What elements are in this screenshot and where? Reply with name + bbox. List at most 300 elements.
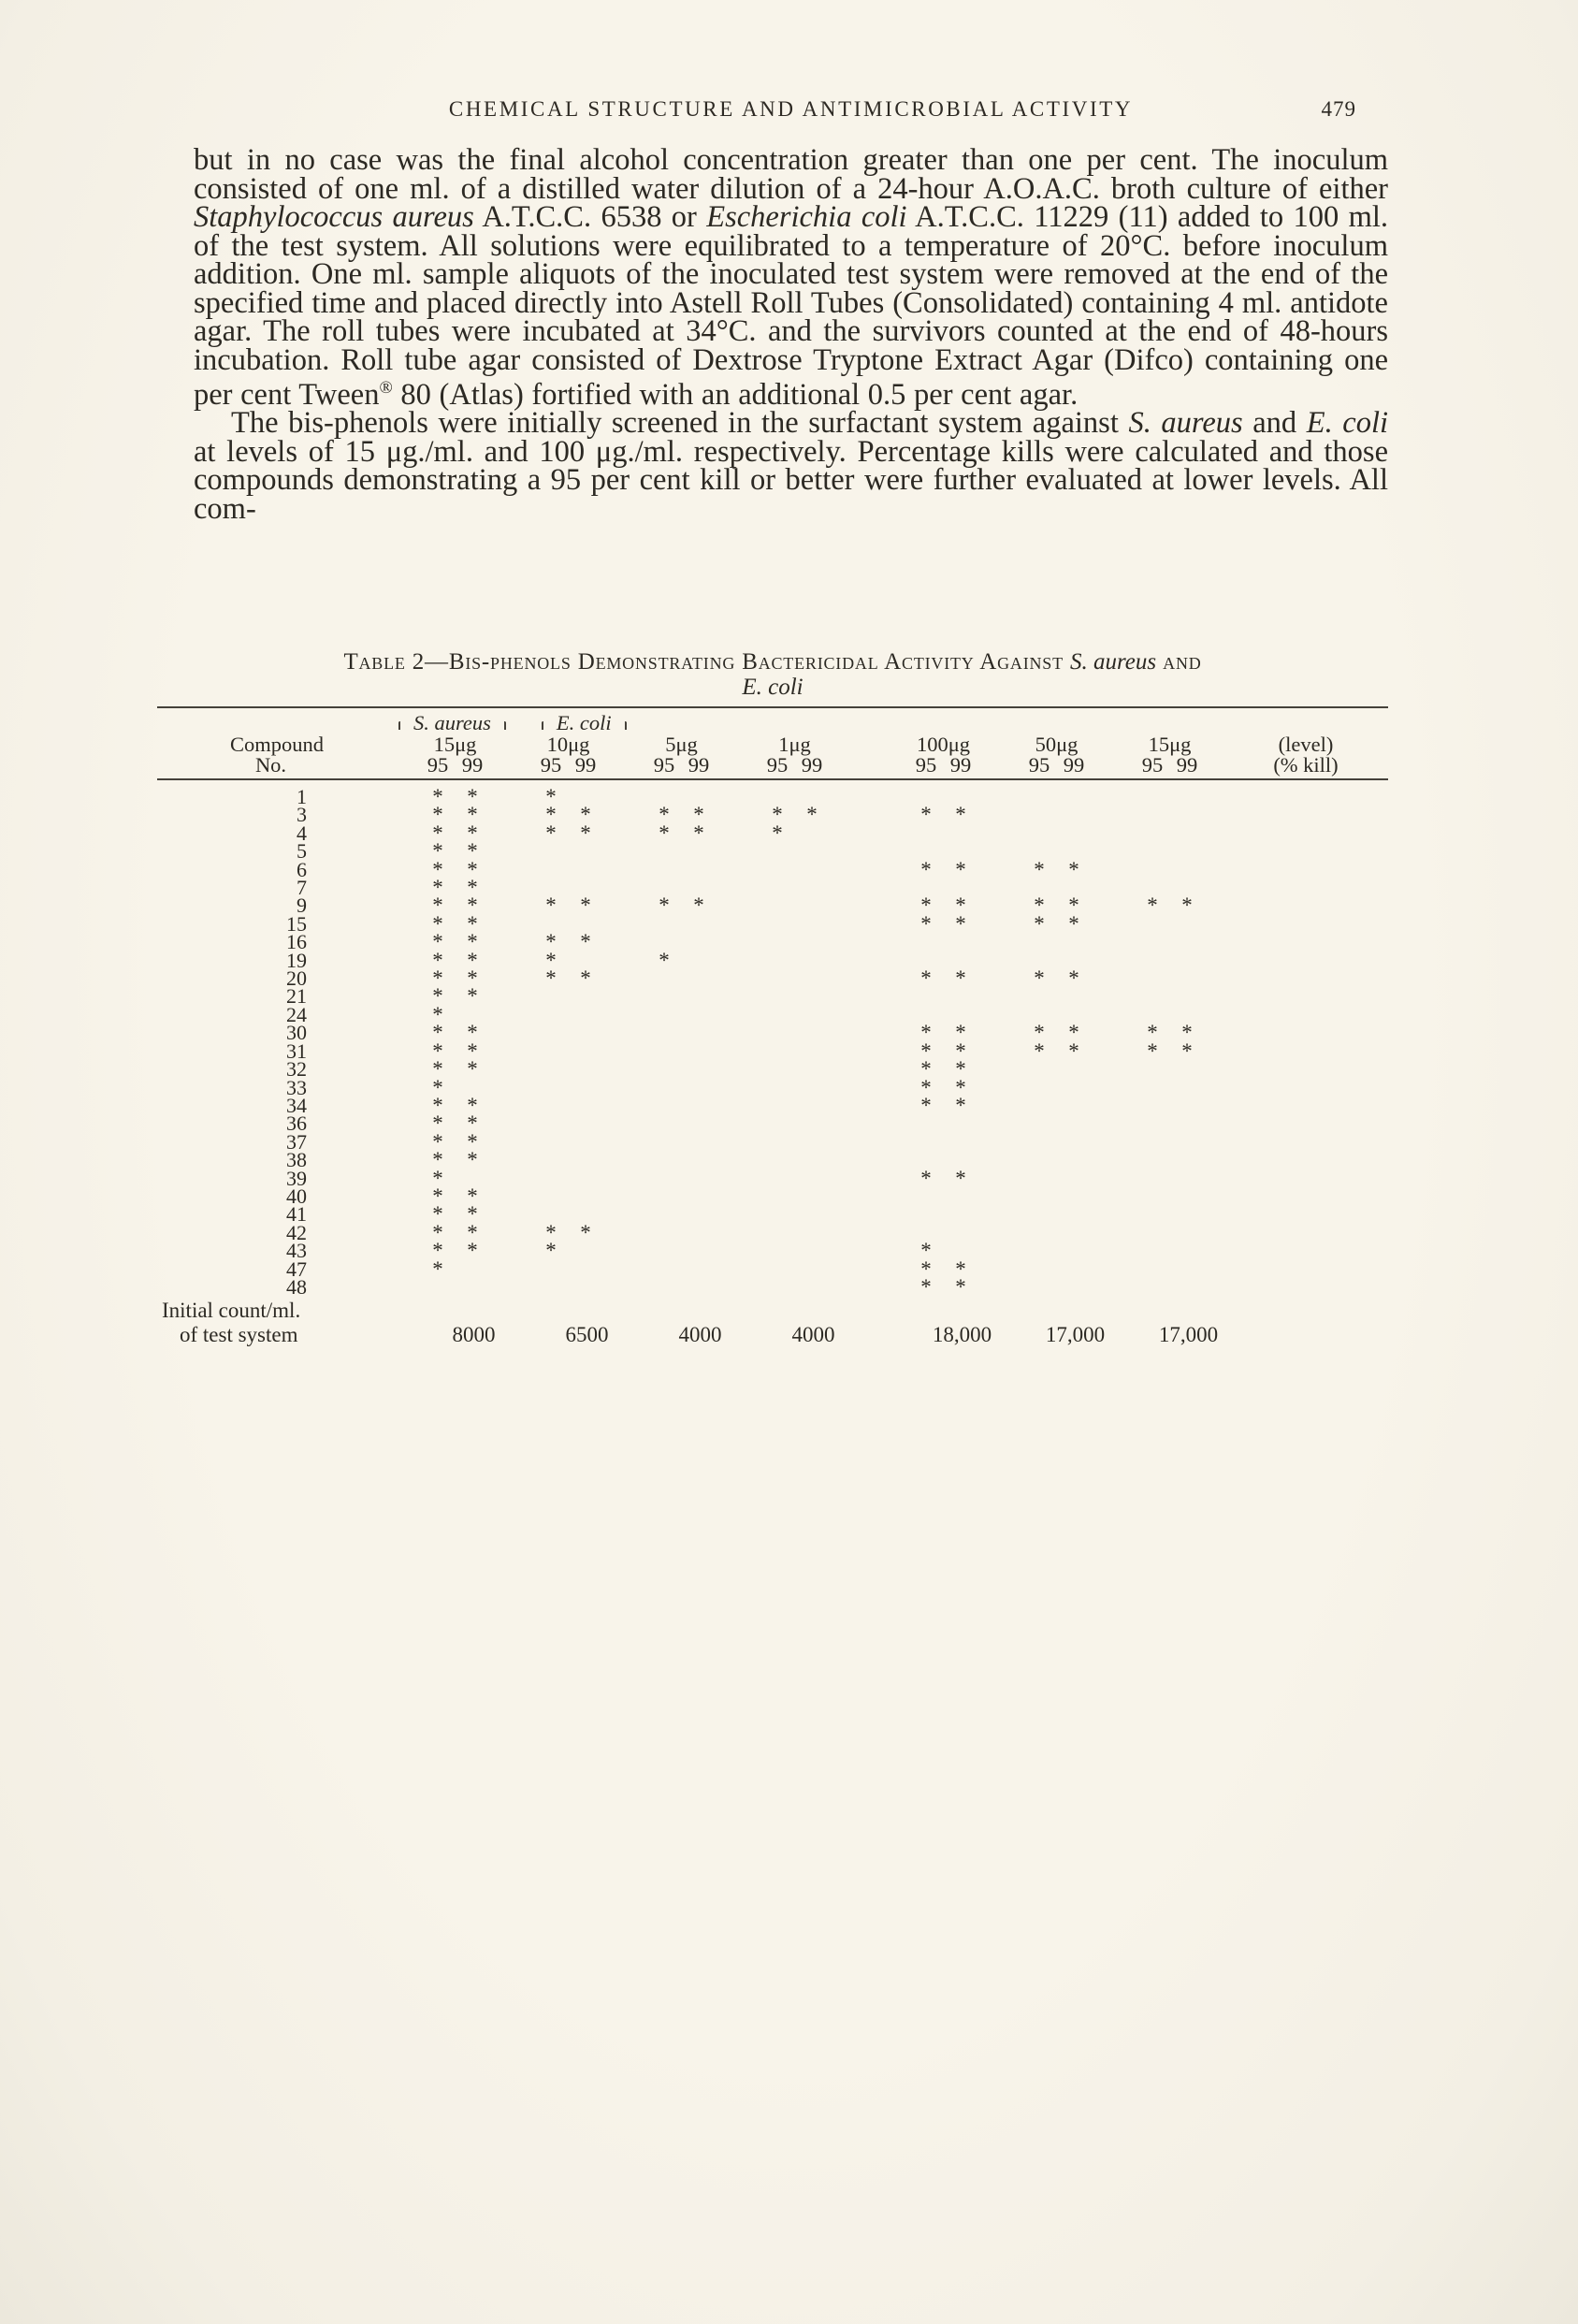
dose-marks: [738, 1006, 851, 1024]
sublevel-label: 95: [540, 753, 562, 777]
empty-mark: [569, 1079, 603, 1097]
empty-mark: [760, 969, 795, 987]
dose-marks: [738, 933, 851, 951]
dose-marks: [625, 893, 738, 918]
table-caption-line2: [157, 675, 1388, 700]
activity-mark: *: [432, 1057, 443, 1082]
group-s-aureus: [398, 1239, 851, 1263]
spanner-label: E. coli: [556, 711, 612, 734]
dose-marks: [1113, 806, 1226, 823]
dose-marks: [625, 1205, 738, 1223]
activity-mark: *: [1034, 893, 1045, 918]
dose-marks: [625, 1042, 738, 1060]
compound-number: 15: [286, 911, 307, 936]
activity-mark: *: [432, 1075, 443, 1099]
dose-marks: [625, 821, 738, 845]
dose-marks: [398, 1129, 512, 1154]
empty-mark: [1136, 1242, 1170, 1259]
empty-mark: [1057, 1278, 1092, 1296]
dose-marks: [512, 930, 625, 954]
activity-mark: *: [432, 1129, 443, 1154]
initial-count-value: 4000: [678, 1323, 722, 1347]
activity-mark: *: [1147, 1039, 1158, 1063]
dose-marks: [738, 1187, 851, 1205]
dose-marks: [398, 876, 512, 900]
dose-sublevels: [887, 755, 1000, 776]
compound-header-line2: No.: [254, 753, 287, 777]
empty-mark: [1136, 861, 1170, 879]
empty-mark: [1170, 1060, 1205, 1078]
dose-marks: [625, 1114, 738, 1132]
dose-marks: [512, 948, 625, 972]
empty-mark: [682, 1151, 717, 1169]
empty-mark: [795, 1133, 830, 1151]
activity-mark: *: [432, 893, 443, 918]
dose-marks: [512, 1239, 625, 1263]
dose-marks: [512, 842, 625, 860]
dose-marks: [512, 1079, 625, 1097]
dose-marks: [738, 1042, 851, 1060]
activity-mark: *: [467, 893, 478, 918]
empty-mark: [647, 1079, 682, 1097]
table-header-doses: [157, 734, 1388, 755]
empty-mark: [760, 1224, 795, 1242]
page-number: 479: [1321, 97, 1356, 121]
table-row-compound-5: [157, 839, 1388, 864]
empty-mark: [647, 1151, 682, 1169]
activity-mark: *: [432, 803, 443, 827]
dose-marks: [398, 893, 512, 918]
activity-mark: *: [432, 876, 443, 900]
sublevel-label: 99: [461, 753, 484, 777]
empty-mark: [534, 1114, 569, 1132]
table-row-compound-32: [157, 1057, 1388, 1082]
empty-mark: [1170, 1169, 1205, 1187]
activity-mark: *: [467, 1039, 478, 1063]
empty-mark: [682, 1187, 717, 1205]
compound-number: 43: [286, 1239, 307, 1263]
paragraph-text: The bis-phenols were initially screened in the surfactant system against: [231, 406, 1129, 441]
sublevel-label: 99: [688, 753, 710, 777]
activity-mark: *: [1068, 1021, 1079, 1045]
empty-mark: [569, 1114, 603, 1132]
empty-mark: [1022, 1097, 1057, 1114]
empty-mark: [534, 842, 569, 860]
dose-marks: [625, 788, 738, 806]
empty-mark: [682, 1079, 717, 1097]
table-row-compound-41: [157, 1202, 1388, 1227]
empty-mark: [1057, 1260, 1092, 1278]
group-e-coli: [887, 1039, 1226, 1063]
dose-marks: [512, 1187, 625, 1205]
dose-marks: [738, 1260, 851, 1278]
dose-header: 15μg: [1148, 733, 1192, 756]
paragraph-2: [194, 406, 1388, 526]
dose-marks: [738, 896, 851, 914]
empty-mark: [647, 987, 682, 1005]
initial-count-value: 6500: [565, 1323, 609, 1347]
sublevel-label: 95: [653, 753, 675, 777]
activity-mark: *: [920, 893, 932, 918]
dose-marks: [398, 1093, 512, 1117]
group-e-coli: [887, 734, 1226, 755]
activity-mark: *: [920, 1093, 932, 1117]
empty-mark: [795, 1060, 830, 1078]
dose-marks: [398, 1220, 512, 1244]
activity-mark: *: [1068, 893, 1079, 918]
compound-number: 34: [286, 1093, 307, 1117]
compound-number: 3: [297, 803, 307, 827]
dose-sublevels: [1113, 755, 1226, 776]
empty-mark: [795, 1242, 830, 1259]
activity-mark: *: [432, 1039, 443, 1063]
table-footer-row-2: [157, 1323, 1388, 1347]
empty-mark: [760, 1024, 795, 1041]
caption-text: and: [1156, 649, 1202, 675]
empty-mark: [569, 1242, 603, 1259]
empty-mark: [569, 1169, 603, 1187]
dose-marks: [512, 1169, 625, 1187]
empty-mark: [795, 1024, 830, 1041]
group-e-coli: [887, 1274, 1226, 1299]
initial-count-value: 4000: [791, 1323, 835, 1347]
empty-mark: [1057, 1242, 1092, 1259]
activity-mark: *: [432, 857, 443, 881]
compound-number: 16: [286, 930, 307, 954]
activity-mark: *: [432, 966, 443, 991]
table-spanner-row: [157, 712, 1388, 734]
compound-number: 24: [286, 1002, 307, 1026]
activity-mark: *: [467, 803, 478, 827]
empty-mark: [1022, 806, 1057, 823]
empty-mark: [1057, 1060, 1092, 1078]
activity-mark: *: [693, 821, 704, 845]
activity-mark: *: [920, 1057, 932, 1082]
empty-mark: [1170, 1242, 1205, 1259]
empty-mark: [682, 1042, 717, 1060]
activity-mark: *: [432, 948, 443, 972]
activity-mark: *: [467, 821, 478, 845]
dose-marks: [1113, 969, 1226, 987]
sublevel-label: 95: [427, 753, 449, 777]
table-row-compound-20: [157, 966, 1388, 991]
dose-marks: [738, 879, 851, 896]
dose-marks: [738, 788, 851, 806]
activity-mark: *: [1068, 1039, 1079, 1063]
dose-marks: [887, 1021, 1000, 1045]
dose-marks: [887, 1166, 1000, 1190]
dose-marks: [1113, 1260, 1226, 1278]
table-row-compound-33: [157, 1075, 1388, 1099]
empty-mark: [682, 915, 717, 933]
dose-marks: [512, 893, 625, 918]
dose-marks: [398, 1202, 512, 1227]
dose-marks: [738, 1133, 851, 1151]
running-head-title: CHEMICAL STRUCTURE AND ANTIMICROBIAL ACTIVITY: [448, 97, 1134, 121]
empty-mark: [682, 1242, 717, 1259]
empty-mark: [569, 861, 603, 879]
dose-marks: [398, 930, 512, 954]
table-2-block: [157, 642, 1388, 1347]
table-row-compound-34: [157, 1093, 1388, 1117]
dose-marks: [398, 1148, 512, 1172]
dose-marks: [398, 1057, 512, 1082]
compound-number: 47: [286, 1256, 307, 1281]
activity-mark: *: [955, 803, 966, 827]
activity-mark: *: [580, 930, 591, 954]
activity-mark: *: [545, 966, 557, 991]
dose-marks: [512, 1114, 625, 1132]
table-row-compound-21: [157, 984, 1388, 1009]
dose-marks: [738, 861, 851, 879]
activity-mark: *: [545, 821, 557, 845]
spanner-s-aureus: [398, 712, 506, 734]
dose-sublevels: [625, 755, 738, 776]
empty-mark: [682, 1133, 717, 1151]
dose-marks: [738, 1097, 851, 1114]
activity-mark: *: [467, 857, 478, 881]
empty-mark: [760, 1205, 795, 1223]
dose-marks: [1000, 1021, 1113, 1045]
dose-marks: [512, 1006, 625, 1024]
activity-mark: *: [955, 1039, 966, 1063]
empty-mark: [647, 842, 682, 860]
compound-number: 48: [286, 1274, 307, 1299]
body-text: [194, 143, 1389, 526]
activity-mark: *: [432, 1239, 443, 1263]
dose-sublevels: [1000, 755, 1113, 776]
dose-marks: [512, 966, 625, 991]
dose-marks: [512, 1133, 625, 1151]
dose-marks: [1000, 1242, 1113, 1259]
empty-mark: [534, 1151, 569, 1169]
initial-count-value: 18,000: [932, 1323, 992, 1347]
empty-mark: [1170, 806, 1205, 823]
dose-sublevels: [398, 755, 512, 776]
empty-mark: [647, 1024, 682, 1041]
activity-mark: *: [920, 1075, 932, 1099]
activity-mark: *: [955, 1166, 966, 1190]
empty-mark: [795, 987, 830, 1005]
empty-mark: [795, 915, 830, 933]
group-s-aureus: [398, 984, 851, 1009]
spanner-line-right: [504, 721, 506, 730]
compound-number: 42: [286, 1220, 307, 1244]
dose-marks: [738, 803, 851, 827]
dose-marks: [512, 1060, 625, 1078]
empty-mark: [1136, 915, 1170, 933]
dose-marks: [1000, 911, 1113, 936]
table-row-compound-24: [157, 1002, 1388, 1026]
activity-mark: *: [920, 1021, 932, 1045]
empty-mark: [534, 1060, 569, 1078]
compound-number: 20: [286, 966, 307, 991]
group-e-coli: [887, 1256, 1226, 1281]
empty-mark: [760, 987, 795, 1005]
activity-mark: *: [955, 911, 966, 936]
activity-mark: *: [467, 876, 478, 900]
spanner-e-coli: [542, 712, 627, 734]
dose-marks: [625, 915, 738, 933]
empty-mark: [682, 861, 717, 879]
empty-mark: [647, 1224, 682, 1242]
sublevel-label: 95: [1141, 753, 1164, 777]
dose-marks: [512, 1260, 625, 1278]
activity-mark: *: [955, 1057, 966, 1082]
dose-sublevels: [738, 755, 851, 776]
empty-mark: [647, 1097, 682, 1114]
table-caption-line1: [157, 649, 1388, 675]
empty-mark: [1057, 1169, 1092, 1187]
activity-mark: *: [467, 1021, 478, 1045]
dose-marks: [625, 1079, 738, 1097]
dose-marks: [625, 987, 738, 1005]
dose-marks: [1113, 915, 1226, 933]
activity-mark: *: [467, 1239, 478, 1263]
table-row-compound-36: [157, 1111, 1388, 1136]
compound-number: 40: [286, 1184, 307, 1208]
compound-number: 30: [286, 1021, 307, 1045]
empty-mark: [647, 1060, 682, 1078]
empty-mark: [760, 1242, 795, 1259]
dose-marks: [1113, 1278, 1226, 1296]
dose-marks: [738, 1114, 851, 1132]
sublevel-label: 99: [949, 753, 972, 777]
dose-marks: [1000, 1278, 1113, 1296]
activity-mark: *: [772, 803, 783, 827]
dose-marks: [1000, 893, 1113, 918]
activity-mark: *: [545, 930, 557, 954]
dose-marks: [398, 821, 512, 845]
table-row-compound-39: [157, 1166, 1388, 1190]
dose-marks: [625, 1169, 738, 1187]
empty-mark: [569, 1097, 603, 1114]
empty-mark: [1170, 915, 1205, 933]
empty-mark: [1022, 1260, 1057, 1278]
group-e-coli: [887, 1239, 1226, 1263]
activity-mark: *: [432, 1093, 443, 1117]
dose-marks: [738, 915, 851, 933]
activity-mark: *: [920, 966, 932, 991]
dose-marks: [512, 785, 625, 808]
activity-mark: *: [772, 821, 783, 845]
empty-mark: [1136, 1278, 1170, 1296]
activity-mark: *: [432, 1220, 443, 1244]
table-row-compound-16: [157, 930, 1388, 954]
empty-mark: [647, 1169, 682, 1187]
empty-mark: [795, 861, 830, 879]
activity-mark: *: [545, 1220, 557, 1244]
dose-marks: [625, 1242, 738, 1259]
dose-marks: [1000, 1060, 1113, 1078]
dose-marks: [738, 1079, 851, 1097]
empty-mark: [682, 1260, 717, 1278]
dose-marks: [398, 785, 512, 808]
compound-number: 37: [286, 1129, 307, 1154]
empty-mark: [534, 987, 569, 1005]
activity-mark: *: [432, 911, 443, 936]
empty-mark: [682, 1060, 717, 1078]
dose-marks: [1113, 1097, 1226, 1114]
group-e-coli: [887, 1057, 1226, 1082]
activity-mark: *: [1181, 1039, 1193, 1063]
empty-mark: [647, 1114, 682, 1132]
activity-mark: *: [955, 1093, 966, 1117]
empty-mark: [795, 1079, 830, 1097]
activity-mark: *: [693, 893, 704, 918]
paragraph-species-name: Staphylococcus aureus: [194, 200, 474, 234]
activity-mark: *: [920, 1039, 932, 1063]
dose-header: 1μg: [778, 733, 811, 756]
empty-mark: [682, 842, 717, 860]
empty-mark: [760, 933, 795, 951]
dose-marks: [512, 1220, 625, 1244]
empty-mark: [569, 1151, 603, 1169]
level-header-line1: (level): [1278, 733, 1334, 756]
empty-mark: [760, 1151, 795, 1169]
dose-marks: [887, 1057, 1000, 1082]
dose-marks: [1000, 1169, 1113, 1187]
activity-mark: *: [432, 984, 443, 1009]
empty-mark: [760, 1060, 795, 1078]
empty-mark: [569, 1024, 603, 1041]
empty-mark: [1022, 1242, 1057, 1259]
table-row-compound-40: [157, 1184, 1388, 1208]
empty-mark: [1057, 1097, 1092, 1114]
compound-number: 31: [286, 1039, 307, 1063]
activity-mark: *: [467, 785, 478, 808]
dose-marks: [398, 1184, 512, 1208]
dose-marks: [1113, 893, 1226, 918]
dose-marks: [625, 1224, 738, 1242]
table-caption: [157, 642, 1388, 700]
sublevel-label: 99: [1063, 753, 1085, 777]
dose-header: 10μg: [546, 733, 590, 756]
dose-marks: [738, 987, 851, 1005]
activity-mark: *: [432, 1148, 443, 1172]
empty-mark: [795, 1260, 830, 1278]
empty-mark: [534, 861, 569, 879]
activity-mark: *: [659, 893, 670, 918]
sublevel-label: 95: [766, 753, 789, 777]
table-row-compound-47: [157, 1256, 1388, 1281]
dose-marks: [398, 1021, 512, 1045]
empty-mark: [760, 842, 795, 860]
empty-mark: [569, 987, 603, 1005]
sublevel-label: 99: [801, 753, 823, 777]
paragraph-1: [194, 143, 1389, 412]
group-e-coli: [887, 857, 1226, 881]
dose-marks: [1113, 1060, 1226, 1078]
empty-mark: [682, 1224, 717, 1242]
dose-marks: [887, 893, 1000, 918]
table-row-compound-42: [157, 1220, 1388, 1244]
activity-mark: *: [1147, 893, 1158, 918]
dose-marks: [398, 948, 512, 972]
dose-marks: [625, 1187, 738, 1205]
empty-mark: [1170, 1278, 1205, 1296]
group-s-aureus: [398, 1256, 851, 1281]
empty-mark: [1022, 1079, 1057, 1097]
dose-marks: [512, 821, 625, 845]
empty-mark: [795, 1097, 830, 1114]
dose-marks: [625, 1151, 738, 1169]
table-header-rule: [157, 778, 1388, 780]
compound-number: 19: [286, 948, 307, 972]
empty-mark: [534, 1024, 569, 1041]
activity-mark: *: [920, 1274, 932, 1299]
initial-count-value: 17,000: [1158, 1323, 1219, 1347]
